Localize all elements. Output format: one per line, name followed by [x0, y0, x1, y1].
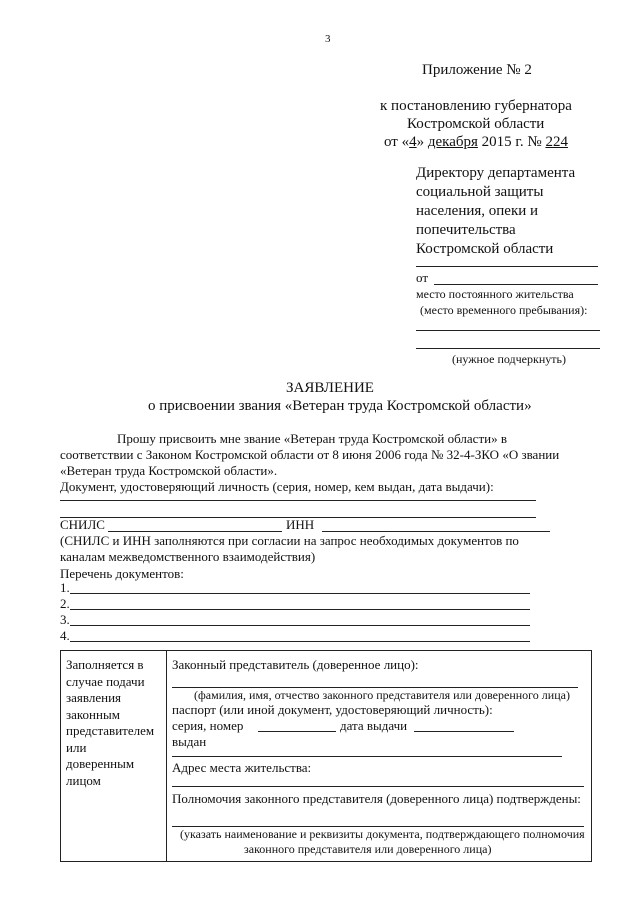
- date-mid: »: [416, 134, 428, 150]
- appendix-date: [384, 134, 568, 151]
- left-col-line7: доверенным: [66, 756, 135, 771]
- addressee-line4: попечительства: [416, 222, 516, 238]
- snils-note-line2: каналам межведомственного взаимодействия): [60, 549, 316, 564]
- table-divider: [166, 650, 167, 861]
- addressee-line3: населения, опеки и: [416, 203, 539, 219]
- snils-label: СНИЛС: [60, 517, 105, 532]
- left-col-line6: или: [66, 739, 87, 755]
- series-field[interactable]: [258, 731, 336, 732]
- doc-item-4-field[interactable]: [70, 641, 530, 642]
- doc-item-4-number: 4.: [60, 628, 70, 643]
- date-year: 2015 г. №: [477, 134, 546, 150]
- residence-field-line-2[interactable]: [416, 348, 600, 349]
- para-line1: Прошу присвоить мне звание «Ветеран труда Костромской области» в: [117, 431, 507, 446]
- table-left-col: [66, 657, 154, 789]
- from-label: от: [416, 270, 429, 285]
- snils-field[interactable]: [108, 531, 282, 532]
- doc-item-1-field[interactable]: [70, 593, 530, 594]
- date-number: 224: [545, 134, 568, 150]
- authority-label: Полномочия законного представителя (доверенного лица) подтверждены:: [172, 791, 581, 806]
- left-col-line4: законным: [66, 706, 120, 722]
- addressee-line1: Директору департамента: [416, 165, 576, 181]
- inn-label: ИНН: [286, 517, 315, 532]
- address-field[interactable]: [172, 786, 584, 787]
- doc-item-2-field[interactable]: [70, 609, 530, 610]
- issued-label: выдан: [172, 734, 207, 749]
- temp-residence-label: (место временного пребывания):: [420, 303, 588, 317]
- issued-field[interactable]: [172, 756, 562, 757]
- date-day: 4: [409, 134, 417, 150]
- underline-hint: (нужное подчеркнуть): [452, 352, 566, 366]
- left-col-line1: Заполняется в: [66, 657, 144, 672]
- issue-date-label: дата выдачи: [340, 718, 408, 733]
- para-line3: «Ветеран труда Костромской области».: [60, 463, 278, 478]
- addressee-name-line[interactable]: [416, 266, 598, 267]
- statement-title: ЗАЯВЛЕНИЕ: [286, 380, 374, 396]
- residence-field-line-1[interactable]: [416, 330, 600, 331]
- doc-item-2-number: 2.: [60, 596, 70, 611]
- passport-label: паспорт (или иной документ, удостоверяющий личность):: [172, 702, 493, 717]
- left-col-line2: случае подачи: [66, 673, 145, 689]
- authority-hint-line1: (указать наименование и реквизиты документа, подтверждающего полномочия: [180, 827, 585, 841]
- date-prefix: от «: [384, 134, 410, 150]
- address-label: Адрес места жительства:: [172, 760, 312, 775]
- left-col-line3: заявления: [66, 690, 122, 705]
- appendix-title: Приложение № 2: [422, 62, 532, 78]
- doc-item-3-number: 3.: [60, 612, 70, 627]
- para-line2: соответствии с Законом Костромской области от 8 июня 2006 года № 32-4-ЗКО «О звании: [60, 447, 560, 462]
- appendix-line1: к постановлению губернатора: [380, 98, 572, 114]
- appendix-line2: Костромской области: [407, 116, 545, 132]
- authority-hint-line2: законного представителя или доверенного лица): [244, 842, 492, 856]
- documents-list-label: Перечень документов:: [60, 566, 184, 581]
- statement-subtitle: о присвоении звания «Ветеран труда Костромской области»: [148, 398, 532, 414]
- document-label: Документ, удостоверяющий личность (серия, номер, кем выдан, дата выдачи):: [60, 479, 494, 494]
- addressee-line5: Костромской области: [416, 241, 554, 257]
- page-number: 3: [325, 33, 331, 45]
- addressee-line2: социальной защиты: [416, 184, 544, 200]
- doc-item-1-number: 1.: [60, 580, 70, 595]
- residence-label: место постоянного жительства: [416, 287, 574, 301]
- left-col-line8: лицом: [66, 772, 101, 788]
- snils-note-line1: (СНИЛС и ИНН заполняются при согласии на запрос необходимых документов по: [60, 533, 519, 548]
- inn-field[interactable]: [322, 531, 550, 532]
- doc-item-3-field[interactable]: [70, 625, 530, 626]
- series-label: серия, номер: [172, 718, 244, 733]
- document-field-line-1[interactable]: [60, 500, 536, 501]
- issue-date-field[interactable]: [414, 731, 514, 732]
- from-field-line[interactable]: [434, 284, 598, 285]
- rep-hint: (фамилия, имя, отчество законного представителя или доверенного лица): [194, 688, 570, 702]
- rep-label: Законный представитель (доверенное лицо):: [172, 657, 419, 672]
- left-col-line5: представителем: [66, 723, 155, 738]
- date-month: декабря: [427, 134, 478, 150]
